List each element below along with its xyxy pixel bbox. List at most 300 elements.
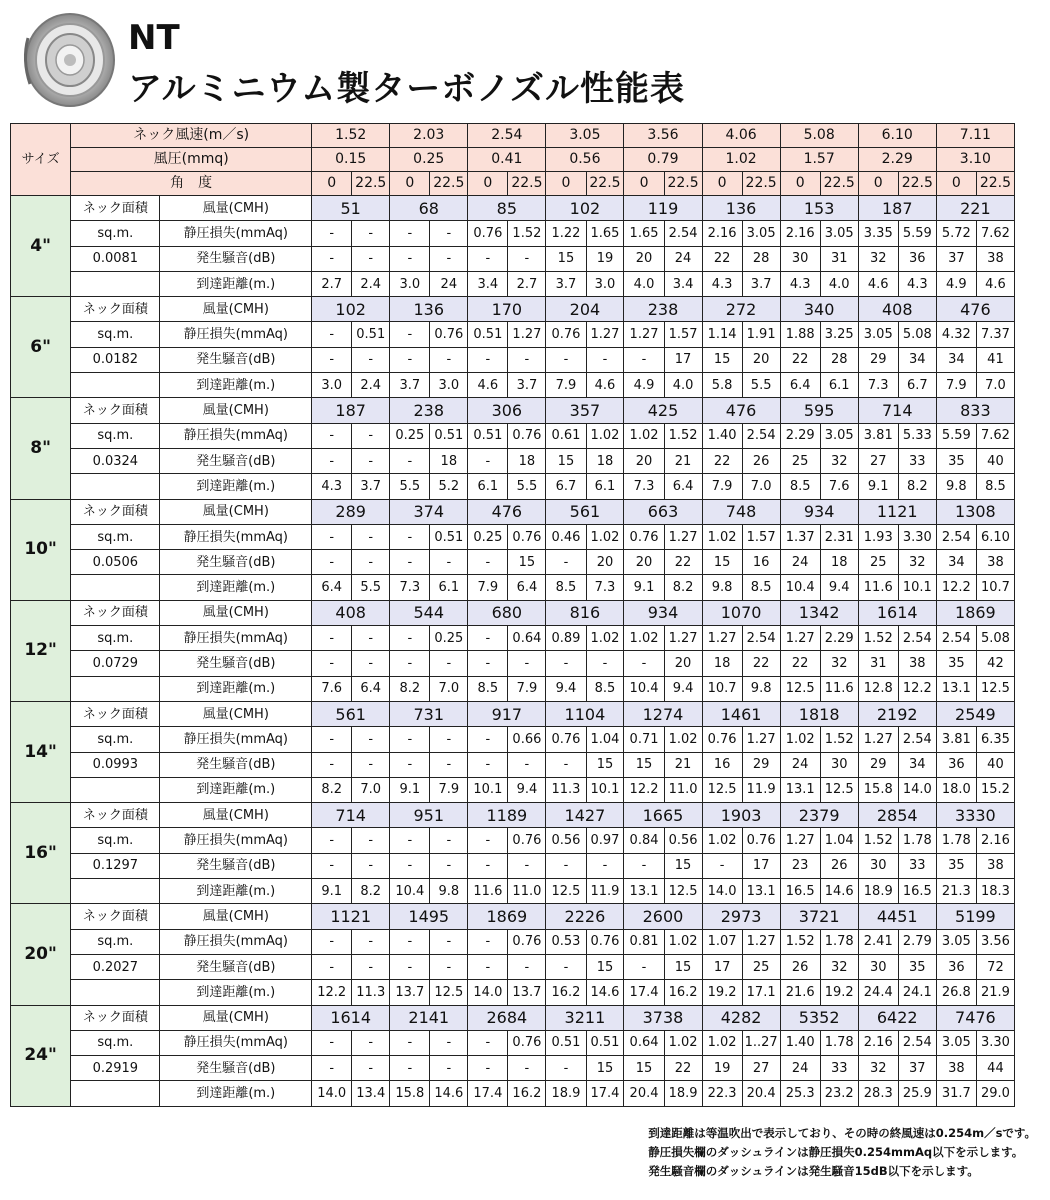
noise-value: 18 bbox=[702, 651, 742, 676]
throw-value: 2.7 bbox=[508, 271, 546, 296]
area-value: 0.2919 bbox=[71, 1056, 160, 1081]
noise-value: - bbox=[312, 1056, 352, 1081]
noise-value: 15 bbox=[586, 752, 624, 777]
throw-value: 9.8 bbox=[430, 879, 468, 904]
loss-value: 3.05 bbox=[820, 221, 858, 246]
loss-value: - bbox=[312, 626, 352, 651]
throw-value: 3.0 bbox=[430, 373, 468, 398]
loss-value: - bbox=[312, 828, 352, 853]
loss-value: 3.81 bbox=[858, 423, 898, 448]
loss-value: 1.02 bbox=[586, 626, 624, 651]
loss-value: 2.54 bbox=[664, 221, 702, 246]
noise-value: - bbox=[508, 347, 546, 372]
noise-value: 20 bbox=[586, 550, 624, 575]
throw-value: 13.1 bbox=[936, 676, 976, 701]
size-label: 10" bbox=[11, 499, 71, 600]
noise-value: - bbox=[352, 853, 390, 878]
noise-value: 38 bbox=[976, 550, 1014, 575]
area-value: 0.1297 bbox=[71, 853, 160, 878]
throw-value: 6.4 bbox=[664, 474, 702, 499]
area-value: 0.0081 bbox=[71, 246, 160, 271]
flow-value: 663 bbox=[624, 499, 702, 524]
throw-value: 5.2 bbox=[430, 474, 468, 499]
noise-value: - bbox=[702, 853, 742, 878]
throw-value: 14.0 bbox=[468, 980, 508, 1005]
flow-value: 136 bbox=[702, 196, 780, 221]
blank-cell bbox=[71, 271, 160, 296]
throw-value: 16.2 bbox=[508, 1081, 546, 1106]
flow-value: 5199 bbox=[936, 904, 1014, 929]
flow-value: 934 bbox=[624, 600, 702, 625]
throw-value: 9.8 bbox=[936, 474, 976, 499]
noise-value: - bbox=[468, 246, 508, 271]
flow-value: 1461 bbox=[702, 701, 780, 726]
noise-value: - bbox=[312, 752, 352, 777]
throw-value: 12.5 bbox=[430, 980, 468, 1005]
throw-value: 6.1 bbox=[586, 474, 624, 499]
flow-value: 748 bbox=[702, 499, 780, 524]
flow-value: 2549 bbox=[936, 701, 1014, 726]
loss-value: - bbox=[430, 221, 468, 246]
flow-value: 136 bbox=[390, 297, 468, 322]
loss-value: 1.52 bbox=[780, 929, 820, 954]
blank-cell bbox=[71, 575, 160, 600]
loss-value: 2.54 bbox=[742, 423, 780, 448]
throw-value: 6.1 bbox=[430, 575, 468, 600]
angle-value: 0 bbox=[390, 172, 430, 196]
noise-value: 29 bbox=[742, 752, 780, 777]
noise-value: - bbox=[390, 651, 430, 676]
noise-value: 40 bbox=[976, 448, 1014, 473]
loss-value: 1.40 bbox=[780, 1030, 820, 1055]
size-header: サイズ bbox=[11, 124, 71, 196]
noise-value: 28 bbox=[742, 246, 780, 271]
throw-value: 6.4 bbox=[508, 575, 546, 600]
loss-value: - bbox=[352, 524, 390, 549]
velocity-value: 5.08 bbox=[780, 124, 858, 148]
throw-value: 12.2 bbox=[936, 575, 976, 600]
throw-value: 18.0 bbox=[936, 777, 976, 802]
throw-value: 8.5 bbox=[546, 575, 586, 600]
loss-value: 0.89 bbox=[546, 626, 586, 651]
loss-value: - bbox=[352, 929, 390, 954]
row-label-flow: 風量(CMH) bbox=[160, 904, 312, 929]
footnote: 発生騒音欄のダッシュラインは発生騒音15dB以下を示します。 bbox=[648, 1164, 979, 1178]
noise-value: 26 bbox=[742, 448, 780, 473]
loss-value: 4.32 bbox=[936, 322, 976, 347]
throw-value: 5.5 bbox=[742, 373, 780, 398]
throw-value: 7.6 bbox=[312, 676, 352, 701]
footnote: 到達距離は等温吹出で表示しており、その時の終風速は0.254m／sです。 bbox=[648, 1126, 1036, 1140]
angle-value: 0 bbox=[702, 172, 742, 196]
flow-value: 170 bbox=[468, 297, 546, 322]
area-value: 0.0729 bbox=[71, 651, 160, 676]
loss-value: 0.53 bbox=[546, 929, 586, 954]
throw-value: 3.0 bbox=[390, 271, 430, 296]
loss-value: 0.61 bbox=[546, 423, 586, 448]
angle-value: 22.5 bbox=[352, 172, 390, 196]
throw-value: 31.7 bbox=[936, 1081, 976, 1106]
loss-value: 1.27 bbox=[742, 727, 780, 752]
velocity-value: 2.03 bbox=[390, 124, 468, 148]
loss-value: 1.04 bbox=[820, 828, 858, 853]
throw-value: 12.5 bbox=[820, 777, 858, 802]
throw-value: 26.8 bbox=[936, 980, 976, 1005]
noise-value: - bbox=[352, 1056, 390, 1081]
throw-value: 18.3 bbox=[976, 879, 1014, 904]
loss-value: 3.25 bbox=[820, 322, 858, 347]
throw-value: 6.7 bbox=[546, 474, 586, 499]
noise-value: 15 bbox=[508, 550, 546, 575]
throw-value: 7.9 bbox=[508, 676, 546, 701]
loss-value: - bbox=[352, 727, 390, 752]
flow-value: 2684 bbox=[468, 1005, 546, 1030]
loss-value: - bbox=[390, 524, 430, 549]
noise-value: - bbox=[468, 853, 508, 878]
area-value: 0.0993 bbox=[71, 752, 160, 777]
throw-value: 16.5 bbox=[780, 879, 820, 904]
noise-value: - bbox=[508, 954, 546, 979]
flow-value: 204 bbox=[546, 297, 624, 322]
loss-value: 1.02 bbox=[702, 828, 742, 853]
angle-value: 0 bbox=[780, 172, 820, 196]
noise-value: - bbox=[468, 651, 508, 676]
throw-value: 20.4 bbox=[624, 1081, 664, 1106]
noise-value: 29 bbox=[858, 752, 898, 777]
loss-value: - bbox=[312, 524, 352, 549]
flow-value: 544 bbox=[390, 600, 468, 625]
loss-value: 0.76 bbox=[586, 929, 624, 954]
noise-value: - bbox=[624, 347, 664, 372]
throw-value: 10.1 bbox=[468, 777, 508, 802]
throw-value: 9.1 bbox=[390, 777, 430, 802]
noise-value: - bbox=[624, 853, 664, 878]
loss-value: - bbox=[390, 626, 430, 651]
flow-value: 680 bbox=[468, 600, 546, 625]
noise-value: - bbox=[430, 954, 468, 979]
noise-value: - bbox=[546, 954, 586, 979]
loss-value: 0.76 bbox=[508, 1030, 546, 1055]
pressure-value: 0.56 bbox=[546, 148, 624, 172]
row-label-flow: 風量(CMH) bbox=[160, 803, 312, 828]
noise-value: - bbox=[468, 954, 508, 979]
loss-value: 1.88 bbox=[780, 322, 820, 347]
throw-value: 3.7 bbox=[508, 373, 546, 398]
loss-value: 0.76 bbox=[508, 423, 546, 448]
row-label-loss: 静圧損失(mmAq) bbox=[160, 524, 312, 549]
noise-value: 20 bbox=[664, 651, 702, 676]
row-label-throw: 到達距離(m.) bbox=[160, 676, 312, 701]
throw-value: 3.7 bbox=[352, 474, 390, 499]
loss-value: 0.25 bbox=[430, 626, 468, 651]
row-label-noise: 発生騒音(dB) bbox=[160, 954, 312, 979]
throw-value: 29.0 bbox=[976, 1081, 1014, 1106]
row-label-noise: 発生騒音(dB) bbox=[160, 752, 312, 777]
velocity-value: 1.52 bbox=[312, 124, 390, 148]
noise-value: - bbox=[390, 347, 430, 372]
loss-value: - bbox=[390, 322, 430, 347]
throw-value: 7.9 bbox=[468, 575, 508, 600]
throw-value: 11.0 bbox=[664, 777, 702, 802]
noise-value: 19 bbox=[586, 246, 624, 271]
throw-value: 3.7 bbox=[546, 271, 586, 296]
throw-value: 9.4 bbox=[508, 777, 546, 802]
noise-value: - bbox=[430, 1056, 468, 1081]
noise-value: 34 bbox=[898, 347, 936, 372]
noise-value: 15 bbox=[702, 550, 742, 575]
loss-value: 1.07 bbox=[702, 929, 742, 954]
throw-value: 14.6 bbox=[820, 879, 858, 904]
blank-cell bbox=[71, 1081, 160, 1106]
flow-value: 340 bbox=[780, 297, 858, 322]
loss-value: 2.79 bbox=[898, 929, 936, 954]
loss-value: 2.41 bbox=[858, 929, 898, 954]
loss-value: 0.51 bbox=[430, 524, 468, 549]
noise-value: 32 bbox=[858, 246, 898, 271]
flow-value: 221 bbox=[936, 196, 1014, 221]
noise-value: 36 bbox=[898, 246, 936, 271]
noise-value: - bbox=[546, 347, 586, 372]
throw-value: 5.5 bbox=[390, 474, 430, 499]
throw-value: 12.5 bbox=[976, 676, 1014, 701]
row-label-loss: 静圧損失(mmAq) bbox=[160, 929, 312, 954]
noise-value: - bbox=[430, 752, 468, 777]
throw-value: 8.5 bbox=[742, 575, 780, 600]
loss-value: 1.65 bbox=[624, 221, 664, 246]
row-label-flow: 風量(CMH) bbox=[160, 499, 312, 524]
size-label: 6" bbox=[11, 297, 71, 398]
noise-value: 27 bbox=[858, 448, 898, 473]
pressure-value: 1.57 bbox=[780, 148, 858, 172]
throw-value: 5.5 bbox=[352, 575, 390, 600]
noise-value: - bbox=[312, 246, 352, 271]
flow-value: 4451 bbox=[858, 904, 936, 929]
flow-value: 153 bbox=[780, 196, 858, 221]
noise-value: 30 bbox=[858, 954, 898, 979]
noise-value: 32 bbox=[820, 651, 858, 676]
loss-value: 5.59 bbox=[898, 221, 936, 246]
angle-value: 0 bbox=[468, 172, 508, 196]
noise-value: - bbox=[390, 954, 430, 979]
pressure-value: 1.02 bbox=[702, 148, 780, 172]
pressure-value: 0.15 bbox=[312, 148, 390, 172]
throw-value: 13.7 bbox=[508, 980, 546, 1005]
blank-cell bbox=[71, 676, 160, 701]
throw-value: 4.0 bbox=[820, 271, 858, 296]
throw-value: 10.7 bbox=[976, 575, 1014, 600]
loss-value: 0.81 bbox=[624, 929, 664, 954]
row-label-flow: 風量(CMH) bbox=[160, 398, 312, 423]
noise-value: 44 bbox=[976, 1056, 1014, 1081]
flow-value: 1189 bbox=[468, 803, 546, 828]
loss-value: 1.78 bbox=[898, 828, 936, 853]
noise-value: 17 bbox=[702, 954, 742, 979]
loss-value: - bbox=[312, 322, 352, 347]
throw-value: 15.8 bbox=[858, 777, 898, 802]
size-label: 8" bbox=[11, 398, 71, 499]
area-value: 0.0324 bbox=[71, 448, 160, 473]
loss-value: 1.52 bbox=[664, 423, 702, 448]
flow-value: 934 bbox=[780, 499, 858, 524]
noise-value: - bbox=[352, 347, 390, 372]
flow-value: 1614 bbox=[312, 1005, 390, 1030]
throw-value: 4.3 bbox=[702, 271, 742, 296]
loss-value: 0.56 bbox=[546, 828, 586, 853]
throw-value: 19.2 bbox=[820, 980, 858, 1005]
flow-value: 1427 bbox=[546, 803, 624, 828]
flow-value: 2854 bbox=[858, 803, 936, 828]
throw-value: 4.6 bbox=[586, 373, 624, 398]
throw-value: 9.8 bbox=[742, 676, 780, 701]
flow-value: 561 bbox=[312, 701, 390, 726]
noise-value: - bbox=[352, 752, 390, 777]
noise-value: 72 bbox=[976, 954, 1014, 979]
velocity-value: 3.05 bbox=[546, 124, 624, 148]
noise-value: 33 bbox=[898, 448, 936, 473]
angle-value: 22.5 bbox=[742, 172, 780, 196]
flow-value: 408 bbox=[312, 600, 390, 625]
performance-table bbox=[10, 123, 1015, 1107]
noise-value: 19 bbox=[702, 1056, 742, 1081]
noise-value: - bbox=[508, 246, 546, 271]
row-label-throw: 到達距離(m.) bbox=[160, 373, 312, 398]
loss-value: 7.37 bbox=[976, 322, 1014, 347]
throw-value: 6.7 bbox=[898, 373, 936, 398]
loss-value: - bbox=[312, 1030, 352, 1055]
loss-value: 0.71 bbox=[624, 727, 664, 752]
loss-value: 2.29 bbox=[820, 626, 858, 651]
throw-value: 8.5 bbox=[468, 676, 508, 701]
row-label-noise: 発生騒音(dB) bbox=[160, 853, 312, 878]
flow-value: 7476 bbox=[936, 1005, 1014, 1030]
throw-value: 17.4 bbox=[586, 1081, 624, 1106]
loss-value: 1.27 bbox=[508, 322, 546, 347]
throw-value: 10.1 bbox=[898, 575, 936, 600]
loss-value: - bbox=[312, 221, 352, 246]
loss-value: 2.31 bbox=[820, 524, 858, 549]
throw-value: 2.4 bbox=[352, 373, 390, 398]
noise-value: 25 bbox=[858, 550, 898, 575]
angle-value: 0 bbox=[858, 172, 898, 196]
row-label-flow: 風量(CMH) bbox=[160, 297, 312, 322]
throw-value: 24 bbox=[430, 271, 468, 296]
throw-value: 2.7 bbox=[312, 271, 352, 296]
pressure-value: 0.25 bbox=[390, 148, 468, 172]
loss-value: 5.08 bbox=[898, 322, 936, 347]
flow-value: 3738 bbox=[624, 1005, 702, 1030]
loss-value: 1.02 bbox=[586, 524, 624, 549]
loss-value: 0.76 bbox=[624, 524, 664, 549]
noise-value: 32 bbox=[898, 550, 936, 575]
flow-value: 1070 bbox=[702, 600, 780, 625]
flow-value: 714 bbox=[858, 398, 936, 423]
loss-value: 5.33 bbox=[898, 423, 936, 448]
loss-value: 2.54 bbox=[936, 524, 976, 549]
noise-value: - bbox=[390, 853, 430, 878]
throw-value: 11.3 bbox=[352, 980, 390, 1005]
row-label-loss: 静圧損失(mmAq) bbox=[160, 828, 312, 853]
throw-value: 10.4 bbox=[624, 676, 664, 701]
row-label-loss: 静圧損失(mmAq) bbox=[160, 626, 312, 651]
row-label-throw: 到達距離(m.) bbox=[160, 980, 312, 1005]
loss-value: - bbox=[430, 828, 468, 853]
noise-value: 16 bbox=[742, 550, 780, 575]
flow-value: 917 bbox=[468, 701, 546, 726]
loss-value: 0.51 bbox=[352, 322, 390, 347]
loss-value: 1.27 bbox=[702, 626, 742, 651]
loss-value: 3.05 bbox=[858, 322, 898, 347]
noise-value: 31 bbox=[858, 651, 898, 676]
flow-value: 102 bbox=[312, 297, 390, 322]
noise-value: - bbox=[312, 651, 352, 676]
noise-value: 18 bbox=[586, 448, 624, 473]
loss-value: - bbox=[390, 1030, 430, 1055]
noise-value: 22 bbox=[702, 246, 742, 271]
throw-value: 12.8 bbox=[858, 676, 898, 701]
loss-value: 2.54 bbox=[898, 626, 936, 651]
loss-value: 1.78 bbox=[820, 1030, 858, 1055]
loss-value: - bbox=[430, 1030, 468, 1055]
noise-value: - bbox=[390, 246, 430, 271]
throw-value: 9.1 bbox=[858, 474, 898, 499]
flow-value: 2192 bbox=[858, 701, 936, 726]
flow-value: 2226 bbox=[546, 904, 624, 929]
noise-value: 24 bbox=[664, 246, 702, 271]
unit-label: sq.m. bbox=[71, 626, 160, 651]
throw-value: 16.2 bbox=[546, 980, 586, 1005]
size-label: 14" bbox=[11, 701, 71, 802]
row-label-loss: 静圧損失(mmAq) bbox=[160, 322, 312, 347]
noise-value: - bbox=[468, 1056, 508, 1081]
loss-value: 1.14 bbox=[702, 322, 742, 347]
loss-value: 0.76 bbox=[742, 828, 780, 853]
throw-value: 9.1 bbox=[624, 575, 664, 600]
noise-value: - bbox=[390, 1056, 430, 1081]
noise-value: - bbox=[430, 550, 468, 575]
noise-value: 25 bbox=[742, 954, 780, 979]
loss-value: 2.29 bbox=[780, 423, 820, 448]
loss-value: 1.65 bbox=[586, 221, 624, 246]
loss-value: 1.37 bbox=[780, 524, 820, 549]
size-label: 16" bbox=[11, 803, 71, 904]
row-label-noise: 発生騒音(dB) bbox=[160, 651, 312, 676]
unit-label: sq.m. bbox=[71, 322, 160, 347]
throw-value: 14.0 bbox=[702, 879, 742, 904]
row-label-throw: 到達距離(m.) bbox=[160, 777, 312, 802]
flow-value: 1342 bbox=[780, 600, 858, 625]
loss-value: 1.27 bbox=[664, 524, 702, 549]
loss-value: - bbox=[312, 423, 352, 448]
loss-value: 0.51 bbox=[430, 423, 468, 448]
noise-value: 34 bbox=[898, 752, 936, 777]
throw-value: 28.3 bbox=[858, 1081, 898, 1106]
throw-value: 11.6 bbox=[468, 879, 508, 904]
loss-value: 0.76 bbox=[702, 727, 742, 752]
noise-value: 18 bbox=[430, 448, 468, 473]
flow-value: 357 bbox=[546, 398, 624, 423]
throw-value: 8.2 bbox=[664, 575, 702, 600]
loss-value: 1.52 bbox=[508, 221, 546, 246]
noise-value: - bbox=[624, 954, 664, 979]
row-label-throw: 到達距離(m.) bbox=[160, 879, 312, 904]
size-label: 20" bbox=[11, 904, 71, 1005]
noise-value: - bbox=[468, 347, 508, 372]
flow-value: 714 bbox=[312, 803, 390, 828]
noise-value: 40 bbox=[976, 752, 1014, 777]
flow-value: 1121 bbox=[858, 499, 936, 524]
row-label-throw: 到達距離(m.) bbox=[160, 474, 312, 499]
loss-value: 0.66 bbox=[508, 727, 546, 752]
